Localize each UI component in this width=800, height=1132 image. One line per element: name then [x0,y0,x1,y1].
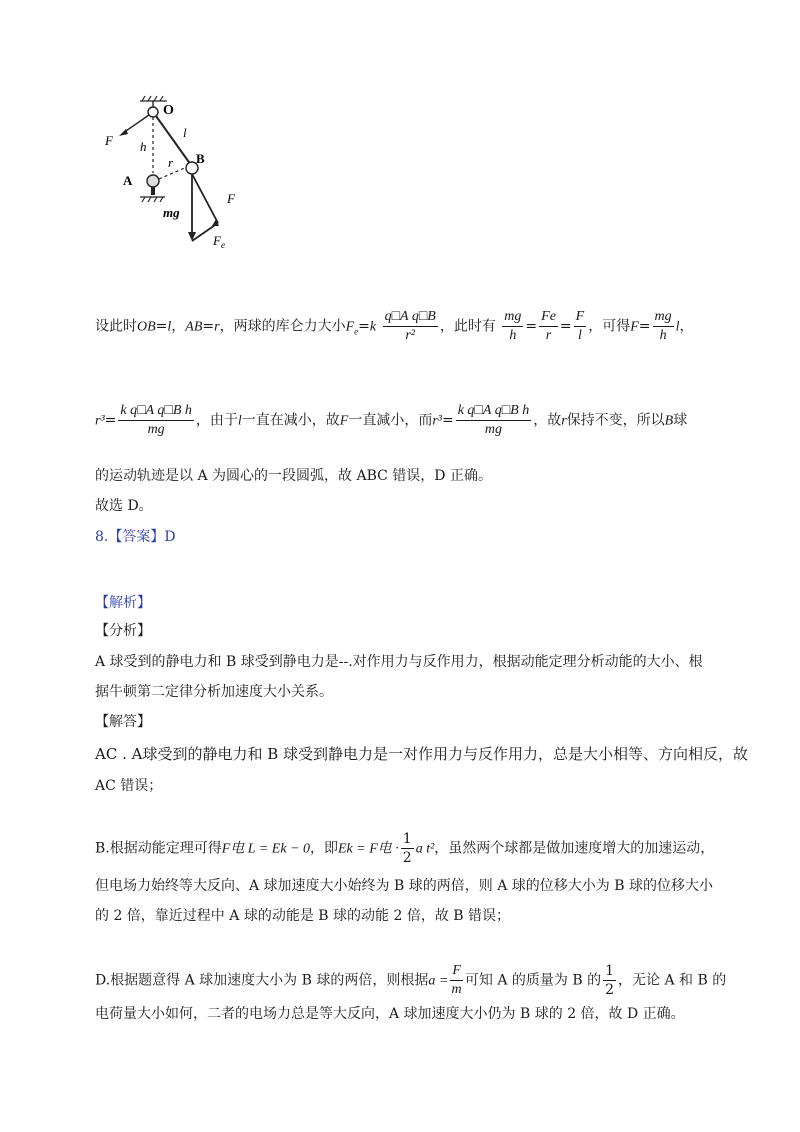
fenxi-header: 【分析】 [95,623,151,639]
equation-at2: a t² [415,841,435,857]
text: ，故 [533,412,562,429]
physics-diagram [95,95,255,255]
force-arrow-f-left [123,115,149,133]
label-mg: mg [163,205,180,220]
text: ，虽然两个球都是做加速度增大的加速运动， [434,840,715,857]
var-l: l [167,319,172,335]
fraction-den: mg [484,422,503,437]
solution-line-4: 故选 D。 [95,498,153,514]
label-b: B [196,151,205,166]
fraction-r3 [118,402,193,439]
text: ， [679,318,694,335]
solution-line-2 [95,402,687,439]
fraction-mg-h [502,308,523,345]
text: B.根据动能定理可得 [95,840,222,857]
fenxi-line-1: A 球受到的静电力和 B 球受到静电力是--.对作用力与反作用力，根据动能定理分析动能的大小、根 [95,654,703,670]
text: ，无论 A 和 B 的 [618,972,727,989]
jieda-header: 【解答】 [95,714,151,730]
fraction-coulomb [383,308,438,345]
var-f: F [345,319,355,335]
option-d-line-1 [95,962,726,999]
fraction-num: 1 [605,963,615,979]
fraction-num: mg [653,308,674,327]
answer-8: 8.【答案】D [95,529,176,545]
coulomb-force-arrow [192,174,218,223]
text: D.根据题意得 A 球加速度大小为 B 球的两倍，则根据 [95,972,429,989]
fraction-half-2 [603,962,616,999]
text: ，由于 [195,412,238,429]
fraction-num: F [450,962,463,981]
equation-ek: Ek = F电 · [338,841,399,857]
fraction-num: Fe [539,308,558,327]
var-ab: AB [185,319,203,335]
eq: = [525,318,538,335]
var-l: l [237,413,242,429]
text: 保持不变，所以 [566,412,665,429]
label-r: r [168,155,174,170]
option-ac-line-2: AC 错误； [95,778,163,794]
label-f-right: F [227,191,235,206]
text: 一直在减小，故 [241,412,340,429]
fraction-den: l [577,328,582,343]
fraction-mg-h-2 [653,308,674,345]
var-r-cubed: r³ [432,413,442,429]
label-fe [212,233,225,250]
text: ，可得 [588,318,631,335]
option-ac-line-1: AC . A球受到的静电力和 B 球受到静电力是一对作用力与反作用力，总是大小相等、方向相反，故 [95,745,749,763]
ceiling-support [140,96,167,101]
fraction-f-l [574,308,587,345]
option-b-line-2: 但电场力始终等大反向、A 球加速度大小始终为 B 球的两倍，则 A 球的位移大小为 B 球的位移大小 [95,878,713,894]
option-d-line-2: 电荷量大小如何，二者的电场力总是等大反向，A 球加速度大小仍为 B 球的 2 倍，故 D 正确。 [95,1006,685,1022]
eq: = [638,318,651,335]
option-b-line-3: 的 2 倍，靠近过程中 A 球的动能是 B 球的动能 2 倍，故 B 错误； [95,908,511,924]
eq: = [441,412,454,429]
var-l: l [675,319,680,335]
equation-a: a = [428,973,449,989]
text: 球 [673,412,688,429]
solution-line-1 [95,308,694,345]
fraction-den: 2 [605,982,615,998]
text: ，此时有 [439,318,496,335]
label-l: l [183,125,187,140]
var-ob: OB [137,319,156,335]
equation-work-energy: F电 L = Ek − 0 [221,841,310,857]
eq: = [104,412,117,429]
var-r-cubed: r³ [95,413,105,429]
fraction-num: mg [502,308,523,327]
var-f: F [339,413,349,429]
eq: = [358,318,370,335]
ground-support [140,197,165,202]
fraction-num: 1 [402,831,412,847]
eq: = [202,318,215,335]
var-k: k [369,319,377,335]
fraction-num: F [574,308,587,327]
fraction-den: h [659,328,667,343]
pivot-o [148,107,158,117]
text: ，即 [310,840,338,857]
sub-e: e [354,326,359,337]
text: 一直减小，而 [348,412,433,429]
fraction-den: h [509,328,517,343]
var-r: r [561,413,567,429]
fraction-den: r² [405,328,416,343]
label-o: O [163,103,174,118]
fraction-den: mg [147,422,165,437]
fraction-num: q□A q□B [383,308,438,327]
var-r: r [214,319,220,335]
text: 可知 A 的质量为 B 的 [464,972,602,989]
fraction-r3-2 [456,402,531,439]
fraction-den: m [451,982,462,997]
eq: = [559,318,572,335]
fraction-f-m [450,962,463,999]
text: ， [171,318,186,335]
fraction-fe-r [539,308,558,345]
eq: = [155,318,168,335]
fraction-den: 2 [402,850,412,866]
string-ob [156,116,191,165]
label-fe-main: F [213,233,221,248]
label-h: h [140,139,147,154]
ball-a [147,175,159,187]
label-fe-sub: e [220,240,225,250]
fraction-half [401,830,414,867]
analysis-header: 【解析】 [95,595,151,611]
option-b-line-1 [95,830,714,867]
label-a: A [123,173,133,188]
fenxi-line-2: 据牛顿第二定律分析加速度大小关系。 [95,684,333,700]
var-f: F [630,319,639,335]
text: 设此时 [95,318,137,335]
fraction-num: k q□A q□B h [118,402,193,421]
label-f-left: F [105,133,113,148]
fraction-den: r [545,328,552,343]
var-b: B [664,413,674,429]
fraction-num: k q□A q□B h [456,402,531,421]
solution-line-3: 的运动轨迹是以 A 为圆心的一段圆弧，故 ABC 错误，D 正确。 [95,468,492,484]
text: ，两球的库仑力大小 [219,318,346,335]
